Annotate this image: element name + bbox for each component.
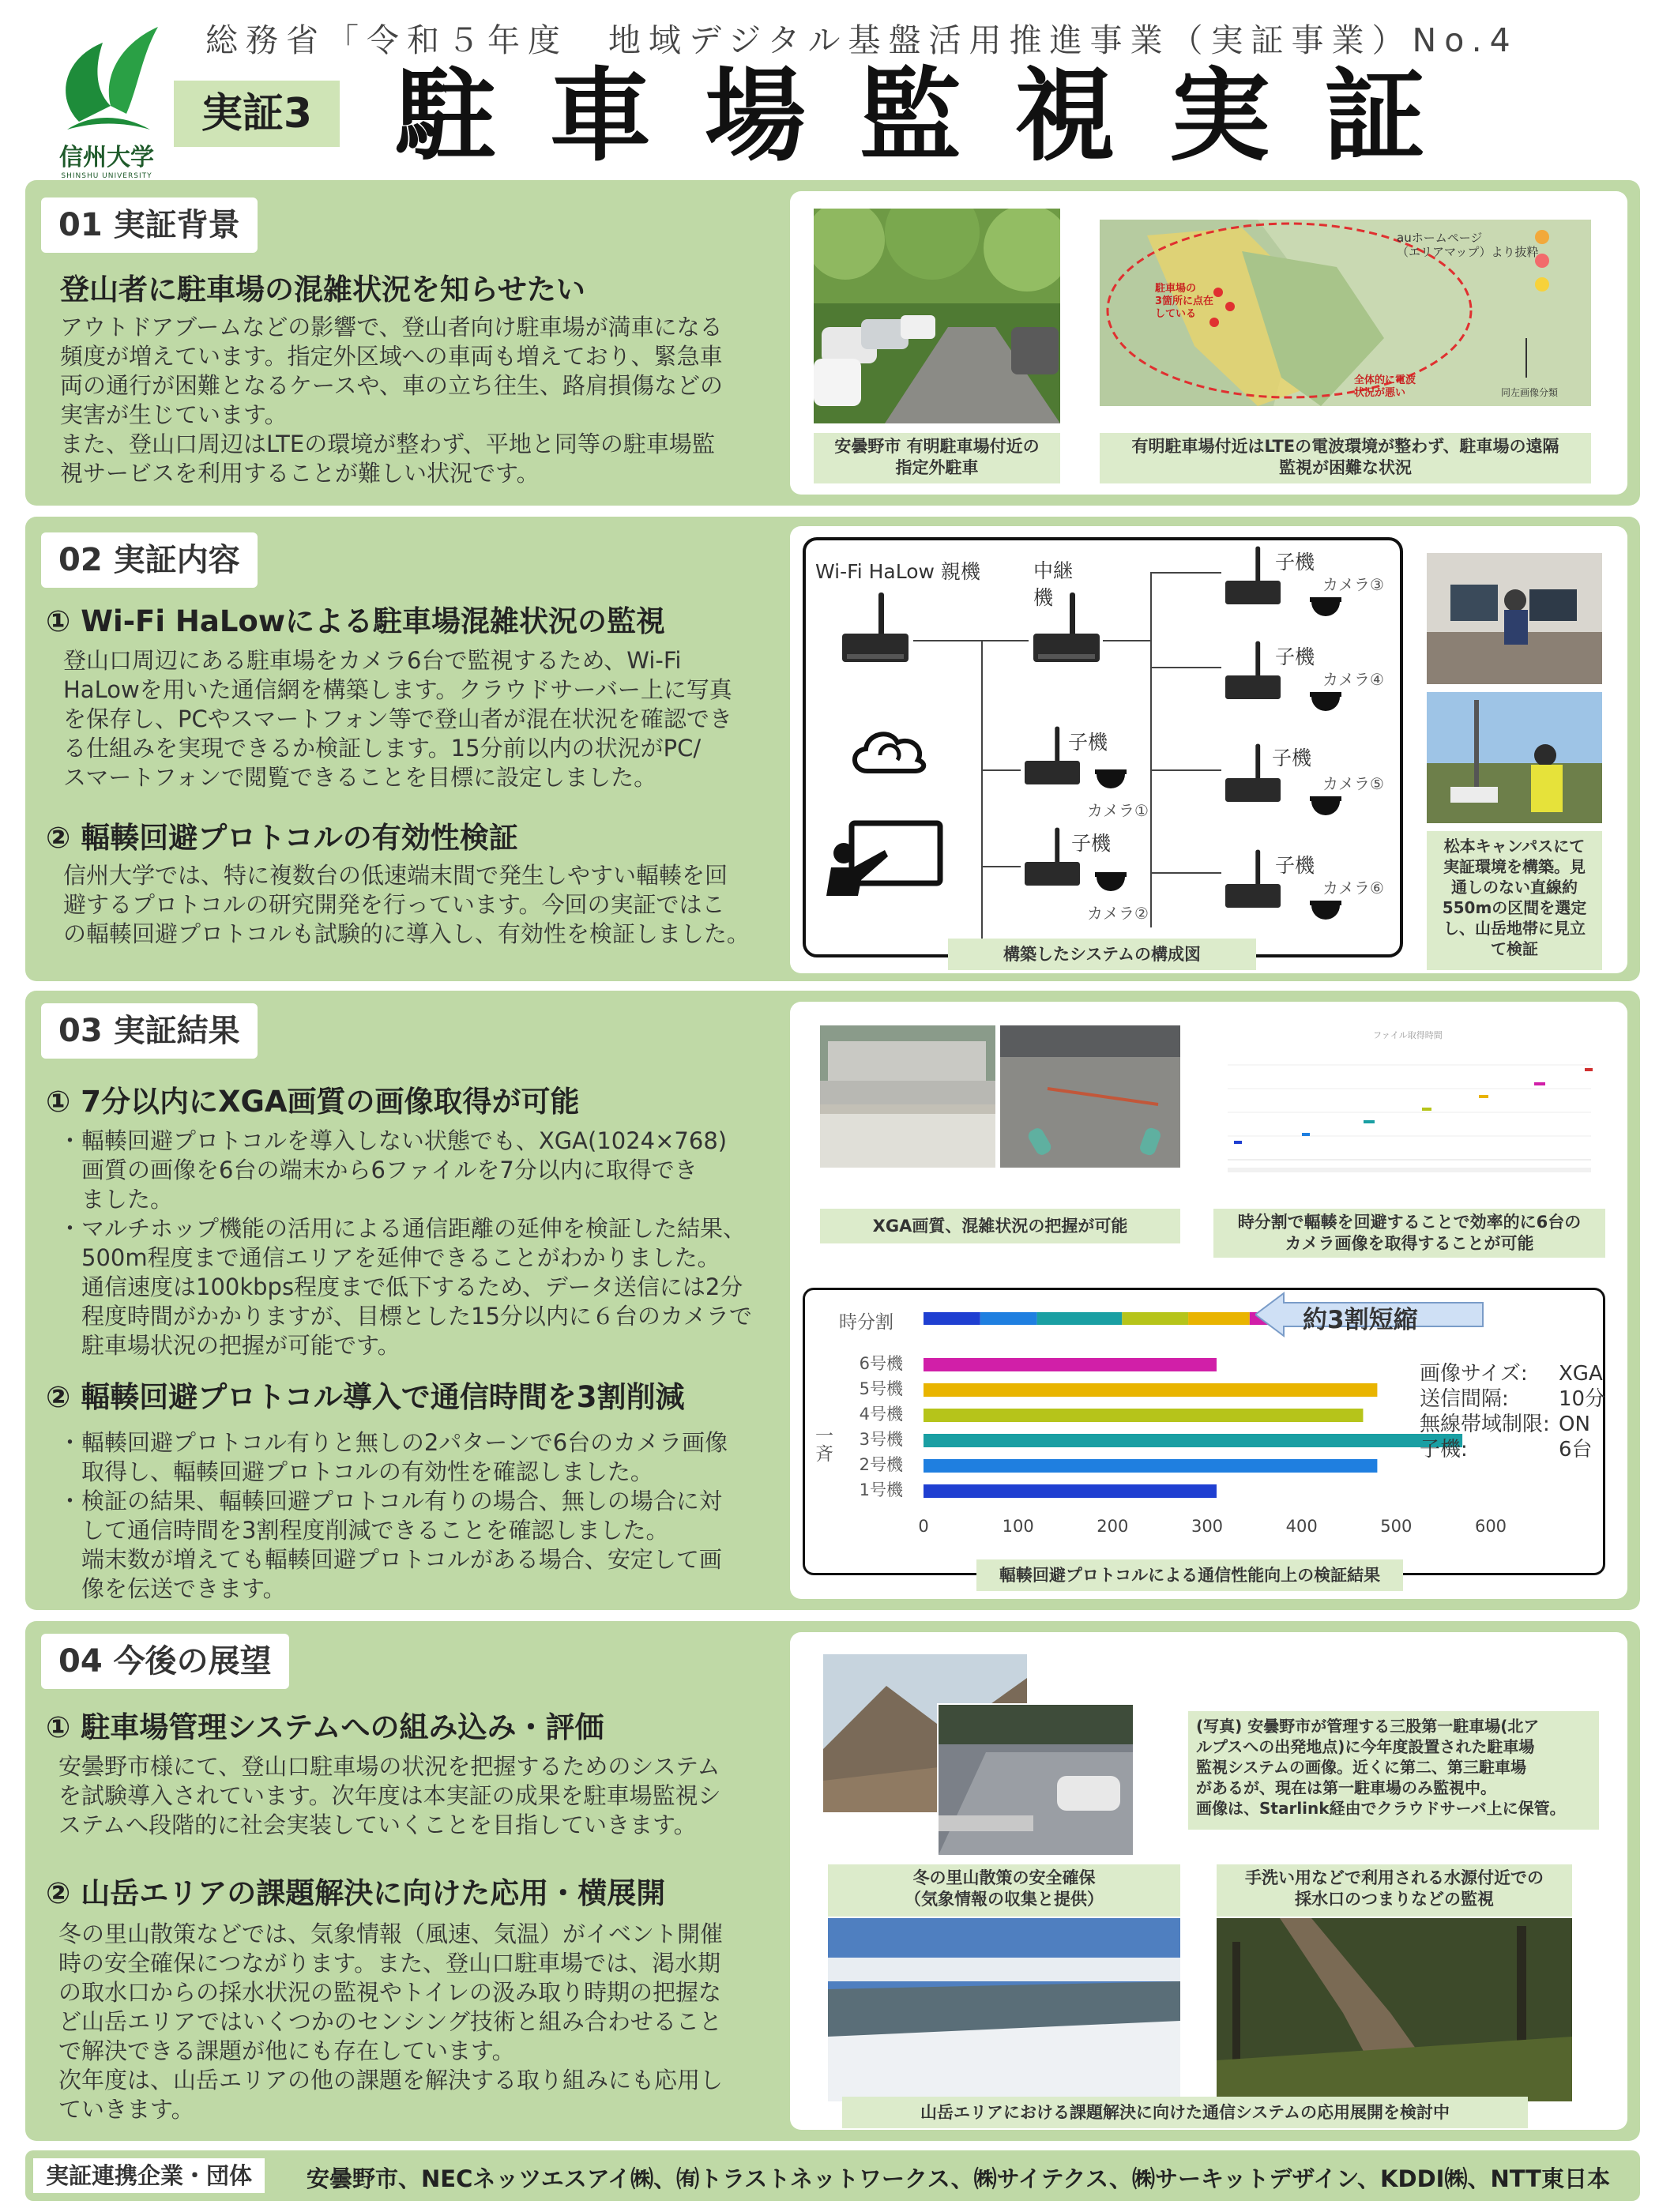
section-label: 02 実証内容: [41, 532, 258, 588]
timeshare-segment: [924, 1312, 980, 1325]
child-router-icon: [1221, 741, 1285, 807]
image-panel: [790, 191, 1627, 495]
map-note-parking: 駐車場の 3箇所に点在 している: [1155, 283, 1214, 320]
section-heading: 登山者に駐車場の混雑状況を知らせたい: [60, 273, 585, 307]
reduction-label: 約3割短縮: [1303, 1306, 1418, 1334]
image-panel: [790, 526, 1627, 973]
map-note-signal: 全体的に電波 状況が悪い: [1354, 374, 1416, 399]
camera-label: カメラ④: [1322, 670, 1384, 689]
child-router-icon: [1221, 544, 1285, 610]
relay-router-icon: [1029, 589, 1104, 668]
bar-category-label: 4号機: [859, 1405, 903, 1424]
result-chart-frame: [803, 1288, 1605, 1575]
file-timing-mini-chart: [1213, 1025, 1605, 1183]
link-line: [981, 769, 1021, 771]
link-line: [1150, 872, 1221, 874]
camera-label: カメラ③: [1322, 575, 1384, 594]
section-body: ・輻輳回避プロトコルを導入しない状態でも、XGA(1024×768) 画質の画像を6台の端末から6ファイルを7分以内に取得でき ました。 ・マルチホップ機能の活用による通信距離の延伸を検証した結果、 500m程度まで通信エリアを延伸できることがわかりました。 通信速度は100kbps程度まで低下するため、データ送信には2分 程度時間がかかりますが、目標とした15分以内に６台のカメラで 駐車場状況の把握が可能です。: [58, 1127, 752, 1359]
section-body: アウトドアブームなどの影響で、登山者向け駐車場が満車になる 頻度が増えています。指定外区域への車両も増えており、緊急車 両の通行が困難となるケースや、車の立ち往生、路肩損傷などの 実害が生じています。 また、登山口周辺はLTEの環境が整わず、平地と同等の駐車場監 視サービスを利用することが難しい状況です。: [60, 314, 723, 487]
demo-badge: 実証3: [174, 81, 340, 147]
section-heading: ① 駐車場管理システムへの組み込み・評価: [46, 1710, 604, 1744]
xga-camera-photo: [1000, 1025, 1180, 1168]
section-heading: ② 輻輳回避プロトコル導入で通信時間を3割削減: [46, 1380, 685, 1414]
lab-photo: [1427, 553, 1602, 684]
bar: [924, 1409, 1363, 1422]
link-line: [1150, 769, 1221, 771]
section-background: [25, 991, 1640, 1610]
map-legend-note: 同左画像分類: [1501, 387, 1559, 398]
section-body: 冬の里山散策などでは、気象情報（風速、気温）がイベント開催 時の安全確保につながります。また、登山口駐車場では、渇水期 の取水口からの採水状況の監視やトイレの汲み取り時期の把握な ど山岳エリアではいくつかのセンシング技術と組み合わせること で解決できる課題が他にも存在しています。 次年度は、山岳エリアの他の課題を解決する取り組みにも応用し ていきます。: [58, 1920, 724, 2123]
parent-label: Wi-Fi HaLow 親機: [815, 560, 980, 583]
section-body: 安曇野市様にて、登山口駐車場の状況を把握するためのシステム を試験導入されています。次年度は本実証の成果を駐車場監視シ ステムへ段階的に社会実装していくことを目指していきます。: [58, 1753, 721, 1838]
x-tick-label: 200: [1097, 1517, 1129, 1536]
link-line: [1150, 667, 1221, 668]
camera-label: カメラ①: [1087, 801, 1149, 820]
timeshare-segment: [1037, 1312, 1123, 1325]
section-background: [25, 517, 1640, 981]
camera-label: カメラ②: [1087, 904, 1149, 923]
page-subtitle: 総務省「令和５年度 地域デジタル基盤活用推進事業（実証事業）No.4: [205, 21, 1518, 59]
section-body: 信州大学では、特に複数台の低速端末間で発生しやすい輻輳を回 避するプロトコルの研究開発を行っています。今回の実証ではこ の輻輳回避プロトコルも試験的に導入し、有効性を検証しました。: [63, 862, 750, 947]
child-label: 子機: [1275, 854, 1315, 877]
camera-icon: [1310, 692, 1341, 719]
child-router-icon: [1221, 847, 1285, 913]
link-line: [1103, 640, 1150, 641]
map-note-source: auホームページ （エリアマップ）より抜粋: [1397, 231, 1539, 259]
system-diagram: [803, 537, 1403, 957]
x-tick-label: 500: [1380, 1517, 1413, 1536]
x-tick-label: 600: [1474, 1517, 1507, 1536]
child-label: 子機: [1071, 832, 1112, 855]
coverage-map: [1100, 220, 1591, 406]
child-router-icon: [1221, 638, 1285, 705]
section-label: 03 実証結果: [41, 1003, 258, 1059]
water-source-photo: [1217, 1918, 1572, 2101]
parking-road-photo: [814, 209, 1060, 423]
reduction-arrow: [1255, 1292, 1484, 1337]
camera-icon: [1095, 872, 1127, 899]
photo-caption: 安曇野市 有明駐車場付近の 指定外駐車: [814, 433, 1060, 483]
link-line: [1150, 572, 1221, 574]
section-label: 01 実証背景: [41, 198, 258, 253]
bar-category-label: 5号機: [859, 1379, 903, 1398]
side-caption: 松本キャンパスにて 実証環境を構築。見 通しのない直線約 550mの区間を選定 し、山岳地帯に見立 て検証: [1427, 831, 1602, 970]
parking-lot-photo: [937, 1703, 1134, 1856]
image-panel: [790, 1002, 1627, 1599]
bar-category-label: 6号機: [859, 1354, 903, 1373]
child-router-icon: [1021, 825, 1084, 891]
bar: [924, 1459, 1377, 1473]
bar-category-label: 2号機: [859, 1455, 903, 1474]
bar-category-label: 1号機: [859, 1480, 903, 1499]
field-test-photo: [1427, 692, 1602, 823]
timeshare-segment: [1188, 1312, 1250, 1325]
mini-chart-title: ファイル取得時間: [1373, 1030, 1443, 1040]
outlook-caption: 山岳エリアにおける課題解決に向けた通信システムの応用展開を検討中: [842, 2097, 1528, 2128]
section-background: [25, 1621, 1640, 2141]
bar: [924, 1383, 1377, 1397]
water-caption: 手洗い用などで利用される水源付近での 採水口のつまりなどの監視: [1217, 1864, 1572, 1917]
section-heading: ① Wi-Fi HaLowによる駐車場混雑状況の監視: [46, 604, 666, 638]
section-body: ・輻輳回避プロトコル有りと無しの2パターンで6台のカメラ画像 取得し、輻輳回避プロトコルの有効性を確認しました。 ・検証の結果、輻輳回避プロトコル有りの場合、無しの場合に対 して通信時間を3割程度削減できることを確認しました。 端末数が増えても輻輳回避プロトコルがある場合、安定して画 像を伝送できます。: [58, 1429, 728, 1602]
x-tick-label: 400: [1285, 1517, 1318, 1536]
child-label: 子機: [1272, 747, 1312, 769]
university-name: 信州大学: [59, 144, 154, 171]
child-label: 子機: [1275, 551, 1315, 574]
x-tick-label: 0: [918, 1517, 929, 1536]
group-label-timeshare: 時分割: [839, 1312, 893, 1333]
section-heading: ② 山岳エリアの課題解決に向けた応用・横展開: [46, 1876, 666, 1910]
mini-chart-caption: 時分割で輻輳を回避することで効率的に6台の カメラ画像を取得することが可能: [1213, 1209, 1605, 1258]
child-router-icon: [1021, 724, 1084, 790]
bar: [924, 1484, 1217, 1498]
camera-icon: [1310, 901, 1341, 927]
winter-caption: 冬の里山散策の安全確保 （気象情報の収集と提供）: [828, 1864, 1180, 1917]
map-caption: 有明駐車場付近はLTEの電波環境が整わず、駐車場の遠隔 監視が困難な状況: [1100, 433, 1591, 483]
partners-footer: [25, 2150, 1640, 2201]
camera-label: カメラ⑥: [1322, 878, 1384, 897]
section-heading: ② 輻輳回避プロトコルの有効性検証: [46, 821, 518, 855]
bar: [924, 1434, 1462, 1447]
university-name-en: SHINSHU UNIVERSITY: [61, 172, 152, 180]
link-line: [913, 640, 1029, 641]
bar: [924, 1358, 1217, 1371]
cloud-sync-icon: [845, 722, 932, 777]
child-label: 子機: [1068, 731, 1108, 754]
x-tick-label: 300: [1191, 1517, 1224, 1536]
link-line: [981, 640, 983, 946]
chart-settings: 画像サイズ: XGA 送信間隔: 10分 無線帯域制限: ON 子機: 6台: [1420, 1362, 1606, 1462]
photo-note: (写真) 安曇野市が管理する三股第一駐車場(北ア ルプスへの出発地点)に今年度設置された駐車場 監視システムの画像。近くに第二、第三駐車場 があるが、現在は第一駐車場のみ監視中。 画像は、Starlink経由でクラウドサーバ上に保管。: [1188, 1711, 1599, 1830]
relay-label: 中継 機: [1033, 559, 1074, 609]
camera-icon: [1095, 769, 1127, 796]
partners-label: 実証連携企業・団体: [33, 2158, 265, 2193]
camera-label: カメラ⑤: [1322, 774, 1384, 793]
timeshare-segment: [1122, 1312, 1188, 1325]
parking-camera-photo: [820, 1025, 995, 1168]
monitor-user-icon: [822, 818, 948, 897]
bar-category-label: 3号機: [859, 1430, 903, 1449]
timeshare-segment: [980, 1312, 1037, 1325]
child-label: 子機: [1275, 645, 1315, 668]
page-title: 駐車場監視実証: [395, 58, 1480, 175]
photo-caption: XGA画質、混雑状況の把握が可能: [820, 1209, 1180, 1243]
group-label-simultaneous: 一斉: [812, 1426, 833, 1462]
camera-icon: [1310, 597, 1341, 624]
link-line: [981, 866, 1021, 867]
parent-router-icon: [837, 589, 913, 668]
camera-icon: [1310, 796, 1341, 823]
section-body: 登山口周辺にある駐車場をカメラ6台で監視するため、Wi-Fi HaLowを用いた通信網を構築します。クラウドサーバー上に写真 を保存し、PCやスマートフォン等で登山者が混在状況を確認でき る仕組みを実現できるか検証します。15分前以内の状況がPC/ スマートフォンで閲覧できることを目標に設定しました。: [63, 647, 732, 791]
winter-landscape-photo: [828, 1918, 1180, 2101]
university-logo: [47, 11, 166, 180]
chart-caption: 輻輳回避プロトコルによる通信性能向上の検証結果: [976, 1559, 1403, 1591]
section-background: [25, 180, 1640, 506]
diagram-caption: 構築したシステムの構成図: [948, 939, 1256, 970]
section-label: 04 今後の展望: [41, 1634, 289, 1689]
x-tick-label: 100: [1002, 1517, 1034, 1536]
image-panel: [790, 1632, 1627, 2130]
partners-list: 安曇野市、NECネッツエスアイ㈱、㈲トラストネットワークス、㈱サイテクス、㈱サーキットデザイン、KDDI㈱、NTT東日本: [307, 2165, 1610, 2192]
section-heading: ① 7分以内にXGA画質の画像取得が可能: [46, 1085, 580, 1119]
link-line: [1150, 572, 1152, 927]
